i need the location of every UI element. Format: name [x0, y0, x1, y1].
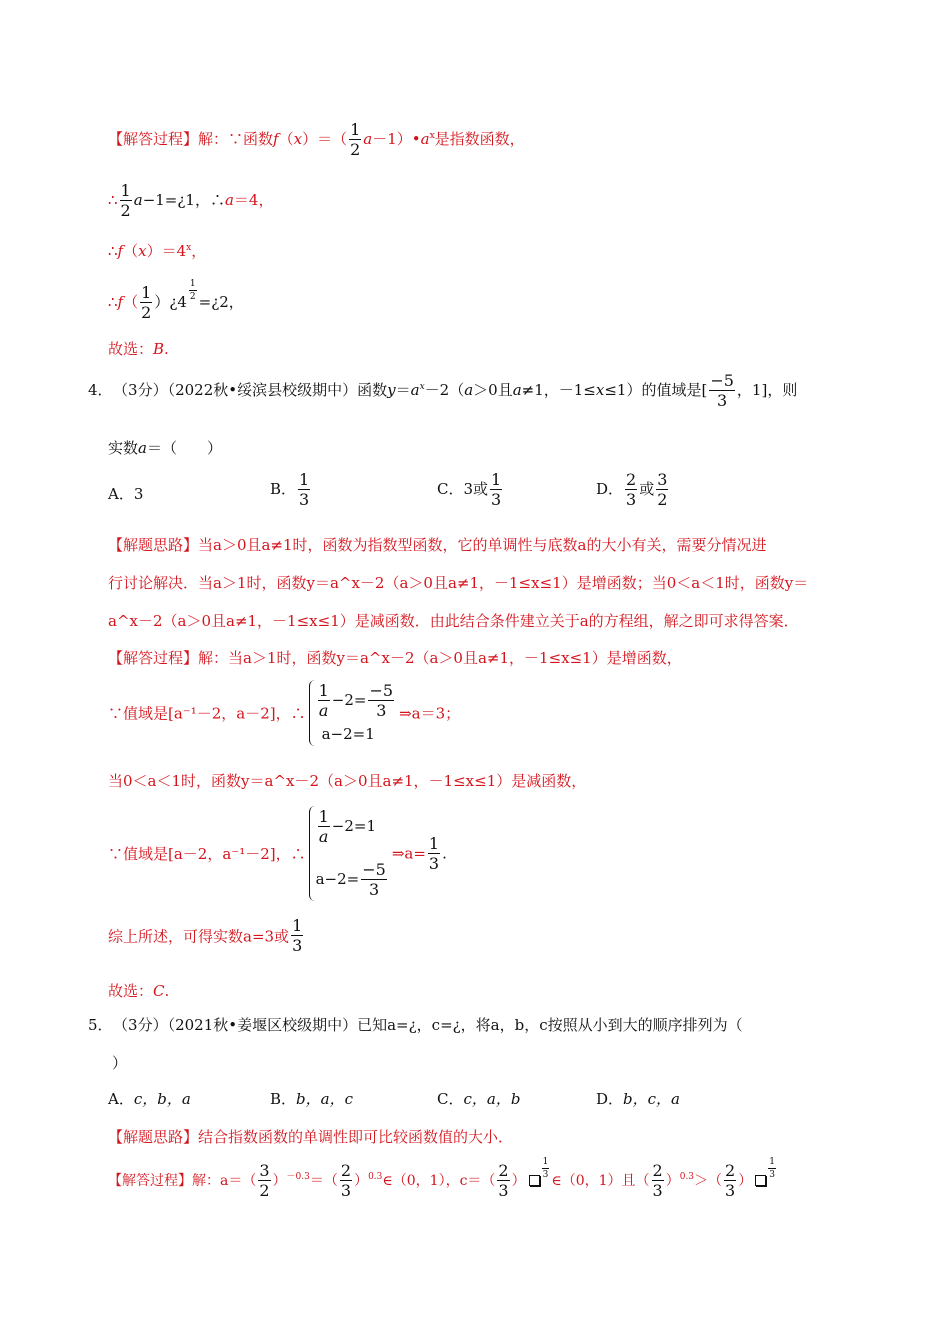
idea-tag: 【解题思路】: [108, 1128, 199, 1146]
prev-answer-choice: 故选：B.: [108, 340, 169, 358]
prev-answer-line4: ∴f（ $\frac{1}{2}$ ）¿4 $\frac{1}{2}$ =¿2，: [108, 279, 244, 322]
answer-tag: 【解答过程】: [108, 130, 199, 148]
q4-stem-line2: 实数a＝（ ）: [108, 439, 222, 457]
exponent-fraction: $\frac{1}{3}$: [542, 1157, 549, 1180]
idea-tag: 【解题思路】: [108, 536, 199, 554]
q5-stem-line2: ）: [112, 1054, 128, 1072]
missing-glyph-box-icon: [755, 1175, 766, 1186]
prev-answer-line2: ∴ $\frac{1}{2}$ a−1=¿1，∴a＝4，: [108, 181, 274, 220]
equation-system: $\frac{1}{a}$ −2= $\frac{-5}{3}$ a−2=1: [309, 680, 396, 746]
q4-case2: ∵值域是[a－2，a⁻¹－2]，∴ $\frac{1}{a}$ −2=1 a−2= $\frac{-5}{3}$ ⇒a= $\frac{1}{3}$ .: [108, 807, 447, 899]
answer-tag: 【解答过程】: [108, 649, 199, 667]
option-a[interactable]: A．3: [108, 485, 144, 503]
fraction: $\frac{1}{3}$: [428, 833, 440, 873]
q4-case2-intro: 当0＜a＜1时，函数y＝a^x－2（a＞0且a≠1，－1≤x≤1）是减函数，: [108, 772, 587, 790]
fraction: $\frac{3}{2}$: [259, 1161, 270, 1200]
fraction: $\frac{2}{3}$: [725, 1161, 736, 1200]
option-a[interactable]: A．c，b，a: [108, 1090, 191, 1108]
answer-tag: 【解答过程】: [108, 1173, 192, 1189]
option-b[interactable]: B． $\frac{1}{3}$: [270, 470, 310, 509]
q5-stem-line1: 5． （3分）（2021秋•姜堰区校级期中）已知a=¿，c=¿，将a，b，c按照从小到大的顺序排列为（: [88, 1016, 743, 1034]
equation-system: $\frac{1}{a}$ −2=1 a−2= $\frac{-5}{3}$: [309, 806, 389, 901]
q4-options: [108, 472, 668, 518]
q4-idea-line1: 【解题思路】当a＞0且a≠1时，函数为指数型函数，它的单调性与底数a的大小有关，需要分情况进: [108, 536, 767, 554]
fraction: $\frac{1}{2}$: [120, 181, 131, 220]
option-d[interactable]: D．b，c，a: [596, 1090, 680, 1108]
q4-solution-line1: 【解答过程】解：当a＞1时，函数y＝a^x－2（a＞0且a≠1，－1≤x≤1）是增函数，: [108, 649, 682, 667]
option-c[interactable]: C．c，a，b: [437, 1090, 521, 1108]
option-c[interactable]: C．3或 $\frac{1}{3}$: [437, 470, 502, 509]
prev-answer-line1: 【解答过程】解：∵函数f（x）＝（ $\frac{1}{2}$ $a-1)•a^x$是指数函数，: [108, 120, 525, 159]
fraction: $\frac{-5}{3}$: [710, 371, 734, 410]
fraction: $\frac{2}{3}$: [340, 1161, 352, 1200]
q5-idea: 【解题思路】结合指数函数的单调性即可比较函数值的大小．: [108, 1128, 514, 1146]
fraction: $\frac{1}{2}$: [350, 120, 361, 159]
fraction: $\frac{3}{2}$: [657, 470, 668, 509]
q5-options: [108, 1088, 728, 1110]
option-d[interactable]: D． $\frac{2}{3}$ 或 $\frac{3}{2}$: [596, 470, 668, 509]
exponent-fraction: $\frac{1}{2}$: [189, 279, 196, 302]
fraction: $\frac{2}{3}$: [626, 470, 637, 509]
question-number: 5．: [88, 1016, 113, 1034]
prev-answer-line3: $\therefore f(x)=4^x$，: [108, 242, 207, 260]
q5-solution: 【解答过程】解：a＝（ $\frac{3}{2}$ ）$^{-0.3}$＝（ $\frac{2}{3}$ ）$^{0.3}$∈（0，1），c＝（ $\frac{2}{3}$ ） $\frac{1}{3}$ ∈（0，1）且（ $\frac{2}{3}$ ）$^{0.3}$＞（ $\frac{2}{3}$ ） $\frac{1}{3}$: [108, 1157, 775, 1200]
fraction: $\frac{2}{3}$: [498, 1161, 509, 1200]
fraction: $\frac{1}{3}$: [292, 916, 303, 955]
question-number: 4．: [88, 381, 113, 399]
missing-glyph-box-icon: [529, 1175, 540, 1186]
fraction: $\frac{1}{2}$: [141, 283, 152, 322]
q4-stem-line1: 4． （3分）（2022秋•绥滨县校级期中）函数$y=a^x-2(a>0$且a≠1，－1≤x≤1）的值域是[ $\frac{-5}{3}$ ，1]，则: [88, 371, 798, 410]
q4-case1: ∵值域是[a⁻¹－2，a－2]，∴ $\frac{1}{a}$ −2= $\frac{-5}{3}$ a−2=1 ⇒a＝3；: [108, 680, 460, 746]
exponent-fraction: $\frac{1}{3}$: [769, 1157, 775, 1180]
fraction: $\frac{1}{3}$: [491, 470, 502, 509]
q4-choice: 故选：C.: [108, 982, 170, 1000]
q4-summary: 综上所述，可得实数a=3或 $\frac{1}{3}$: [108, 916, 303, 955]
fraction: $\frac{2}{3}$: [652, 1161, 663, 1200]
fraction: $\frac{1}{3}$: [299, 470, 310, 509]
q4-idea-line3: a^x－2（a＞0且a≠1，－1≤x≤1）是减函数．由此结合条件建立关于a的方程组，解之即可求得答案．: [108, 612, 799, 630]
option-b[interactable]: B．b，a，c: [270, 1090, 353, 1108]
q4-idea-line2: 行讨论解决．当a＞1时，函数y＝a^x－2（a＞0且a≠1，－1≤x≤1）是增函数；当0＜a＜1时，函数y＝: [108, 574, 809, 592]
